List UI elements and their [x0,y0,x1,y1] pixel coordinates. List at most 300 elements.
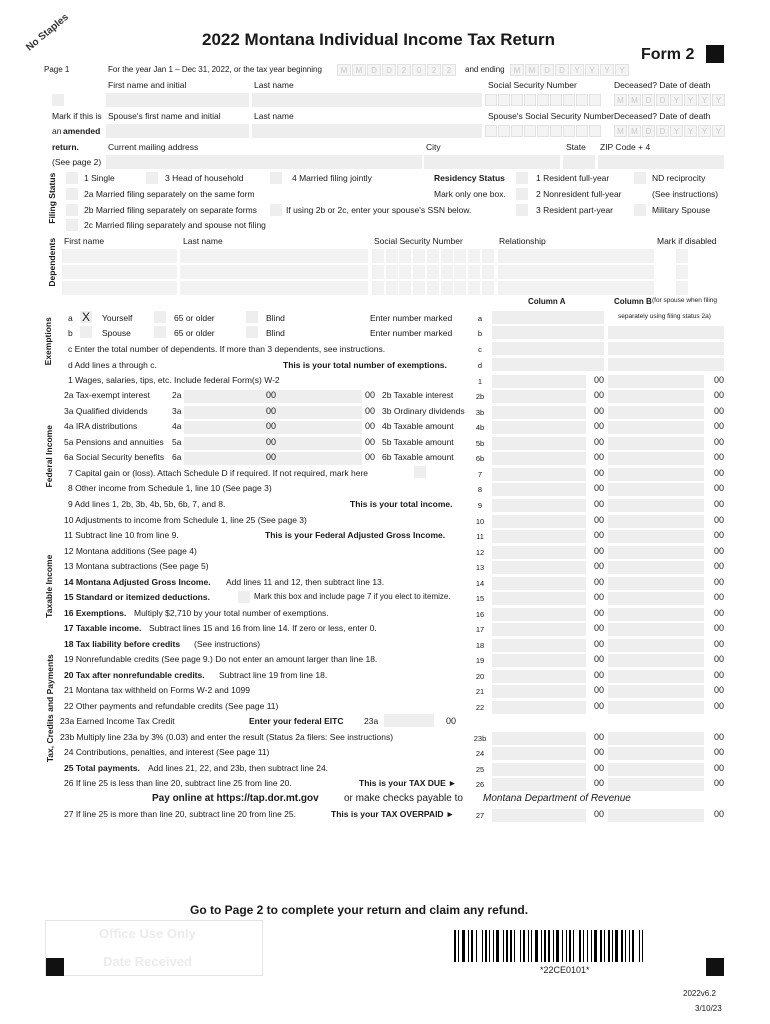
dependents-section-label: Dependents [46,237,57,287]
exemption-line-c: c [478,345,482,354]
line-number: 24 [475,749,485,758]
filing-status-section-label: Filing Status [46,172,57,224]
exemption-c-text: c Enter the total number of dependents. If more than 3 dependents, see instructions. [68,344,386,354]
begin-date-digit[interactable]: 2 [427,64,441,76]
spouse-deceased-digit[interactable]: M [628,125,641,137]
begin-date-digit[interactable]: D [382,64,396,76]
dep-ssn-digit[interactable] [413,265,425,279]
exempt-b-colB[interactable] [608,326,724,339]
column-a-amount[interactable] [492,499,586,512]
column-b-amount[interactable] [608,421,704,434]
deceased-digit[interactable]: Y [712,94,725,106]
barcode-bar [612,930,613,962]
deceased-digit[interactable]: D [642,94,655,106]
exempt-c-colB[interactable] [608,342,724,355]
line-number: 25 [475,765,485,774]
spouse-deceased-digit[interactable]: Y [698,125,711,137]
line-17-text: Subtract lines 15 and 16 from line 14. If zero or less, enter 0. [149,623,377,633]
begin-date-digit[interactable]: M [337,64,351,76]
dep-ssn-digit[interactable] [372,281,384,295]
line-26-text: 26 If line 25 is less than line 20, subtract line 25 from line 20. [64,778,292,788]
dep-relationship-input[interactable] [498,281,654,295]
column-b-amount[interactable] [608,452,704,465]
column-a-amount[interactable] [492,763,586,776]
column-b-amount[interactable] [608,623,704,636]
line-7-text: 7 Capital gain or (loss). Attach Schedule D if required. If not required, mark here [68,468,369,478]
column-a-header: Column A [528,297,566,306]
column-b-amount[interactable] [608,670,704,683]
federal-income-section-label: Federal Income [43,425,54,488]
barcode-bar [493,930,494,962]
military-spouse-label: Military Spouse [652,205,711,215]
column-b-cents: 00 [713,437,724,447]
dep-ssn-digit[interactable] [441,265,453,279]
barcode-bar [591,930,592,962]
column-a-amount[interactable] [492,530,586,543]
column-a-amount[interactable] [492,685,586,698]
dep-ssn-digit[interactable] [386,249,398,263]
column-b-amount[interactable] [608,390,704,403]
part-year-label: 3 Resident part-year [536,205,614,215]
dep-first-input[interactable] [62,265,177,279]
dep-ssn-digit[interactable] [441,249,453,263]
ssn-note-box[interactable] [270,204,282,216]
barcode-bar [476,930,477,962]
barcode-bar [579,930,581,962]
column-a-amount[interactable] [492,375,586,388]
last-name-input[interactable] [252,93,482,107]
column-b-amount[interactable] [608,483,704,496]
column-a-amount[interactable] [492,623,586,636]
dep-ssn-digit[interactable] [427,249,439,263]
barcode-text: *22CE0101* [540,965,590,975]
spouse-ssn-digit[interactable] [537,125,549,137]
barcode-bar [485,930,487,962]
dep-disabled-checkbox[interactable] [676,249,688,263]
nontaxable-a-cents: 00 [266,390,277,400]
spouse-ssn-digit[interactable] [589,125,601,137]
deceased-digit[interactable]: M [628,94,641,106]
barcode-bar [489,930,490,962]
column-a-amount[interactable] [492,406,586,419]
end-date-digit[interactable]: M [510,64,524,76]
column-b-amount[interactable] [608,577,704,590]
line-number: 7 [477,470,483,479]
line-7-checkbox[interactable] [414,466,426,478]
corner-mark-bottom-right [706,958,724,976]
spouse-deceased-digit[interactable]: M [614,125,627,137]
column-a-amount[interactable] [492,747,586,760]
spouse-ssn-digit[interactable] [563,125,575,137]
line-11-bold: This is your Federal Adjusted Gross Income. [265,530,446,540]
yourself-blind-checkbox[interactable] [246,311,258,323]
column-a-amount[interactable] [492,654,586,667]
barcode-bar [629,930,630,962]
nd-reciprocity-checkbox[interactable] [634,172,646,184]
line-2b-text: 2b Taxable interest [382,390,454,400]
dep-ssn-digit[interactable] [427,265,439,279]
column-a-cents: 00 [593,685,604,695]
line-9-bold: This is your total income. [350,499,453,509]
nontaxable-a-cents: 00 [266,437,277,447]
barcode-bar [454,930,456,962]
spouse-deceased-digit[interactable]: Y [684,125,697,137]
barcode-bar [541,930,542,962]
spouse-last-input[interactable] [252,124,482,138]
zip-input[interactable] [598,155,724,169]
dep-ssn-digit[interactable] [399,265,411,279]
column-b-amount[interactable] [608,530,704,543]
ssn-label: Social Security Number [488,80,577,90]
mfs-separate-checkbox[interactable] [66,204,78,216]
mfs-same-checkbox[interactable] [66,188,78,200]
spouse-blind-label: Blind [266,328,285,338]
resident-full-year-checkbox[interactable] [516,172,528,184]
dep-first-input[interactable] [62,249,177,263]
dep-ssn-digit[interactable] [427,281,439,295]
line-18-bold: 18 Tax liability before credits [64,639,181,649]
column-b-note-2: separately using filing status 2a) [618,313,711,320]
line-3a-text: 3a Qualified dividends [64,406,148,416]
exempt-c-colA[interactable] [492,342,604,355]
dep-ssn-digit[interactable] [454,265,466,279]
line-number: 2b [475,392,485,401]
column-b-cents: 00 [713,685,724,695]
deceased-digit[interactable]: D [656,94,669,106]
begin-date-digit[interactable]: 2 [397,64,411,76]
dep-ssn-digit[interactable] [441,281,453,295]
column-b-amount[interactable] [608,468,704,481]
corner-mark [706,45,724,63]
spouse-ssn-digit[interactable] [498,125,510,137]
barcode-bar [625,930,626,962]
begin-date-digit[interactable]: M [352,64,366,76]
line-number: 16 [475,610,485,619]
end-date-digit[interactable]: D [540,64,554,76]
single-checkbox[interactable] [66,172,78,184]
dep-ssn-digit[interactable] [372,249,384,263]
column-b-cents: 00 [713,747,724,757]
nontaxable-b-cents: 00 [365,390,376,400]
barcode-bar [462,930,465,962]
column-a-cents: 00 [593,809,604,819]
line-5a-text: 5a Pensions and annuities [64,437,164,447]
line-14-text: Add lines 11 and 12, then subtract line 13. [226,577,385,587]
deceased-digit[interactable]: Y [698,94,711,106]
line-number: 5b [475,439,485,448]
column-b-amount[interactable] [608,747,704,760]
ssn-digit[interactable] [589,94,601,106]
dep-first-label: First name [64,236,105,246]
dep-last-input[interactable] [180,265,368,279]
dep-ssn-digit[interactable] [482,281,494,295]
dep-disabled-checkbox[interactable] [676,281,688,295]
spouse-checkbox[interactable] [80,326,92,338]
dep-ssn-digit[interactable] [454,281,466,295]
column-a-amount[interactable] [492,577,586,590]
line-16-bold: 16 Exemptions. [64,608,127,618]
column-b-amount[interactable] [608,778,704,791]
dep-ssn-digit[interactable] [399,281,411,295]
line-number: 14 [475,579,485,588]
dep-ssn-digit[interactable] [482,249,494,263]
dep-disabled-checkbox[interactable] [676,265,688,279]
column-a-amount[interactable] [492,670,586,683]
barcode-bar [583,930,584,962]
dep-ssn-digit[interactable] [413,281,425,295]
column-a-cents: 00 [593,437,604,447]
ssn-digit[interactable] [485,94,497,106]
column-a-amount[interactable] [492,561,586,574]
ssn-digit[interactable] [524,94,536,106]
line-number: 15 [475,594,485,603]
nontaxable-b-cents: 00 [365,452,376,462]
spouse-deceased-digit[interactable]: Y [712,125,725,137]
nontaxable-b-cents: 00 [365,437,376,447]
address-label: Current mailing address [108,142,199,152]
line-15-bold: 15 Standard or itemized deductions. [64,592,210,602]
dep-ssn-digit[interactable] [413,249,425,263]
ssn-digit[interactable] [537,94,549,106]
column-a-amount[interactable] [492,437,586,450]
barcode-bar [548,930,550,962]
end-date-digit[interactable]: M [525,64,539,76]
line-number: 20 [475,672,485,681]
barcode-bar [615,930,618,962]
column-b-cents: 00 [713,577,724,587]
exempt-b-colA[interactable] [492,326,604,339]
spouse-65-label: 65 or older [174,328,215,338]
exempt-d-colA[interactable] [492,358,604,371]
barcode-bar [471,930,473,962]
line-16-text: Multiply $2,710 by your total number of exemptions. [134,608,329,618]
column-b-header: Column B [614,297,652,306]
spouse-ssn-digit[interactable] [576,125,588,137]
state-input[interactable] [563,155,595,169]
end-date-digit[interactable]: Y [585,64,599,76]
column-b-amount[interactable] [608,639,704,652]
column-b-cents: 00 [713,701,724,711]
column-b-amount[interactable] [608,654,704,667]
column-a-amount[interactable] [492,592,586,605]
column-a-amount[interactable] [492,608,586,621]
end-date-digit[interactable]: Y [570,64,584,76]
line-27-text: 27 If line 25 is more than line 20, subtract line 20 from line 25. [64,809,296,819]
dep-ssn-digit[interactable] [454,249,466,263]
amended-text-4: return. [52,142,79,152]
line-number: 8 [477,485,483,494]
address-input[interactable] [106,155,422,169]
barcode-bar [496,930,499,962]
line-23b-text: 23b Multiply line 23a by 3% (0.03) and enter the result (Status 2a filers: See instructions) [60,732,394,742]
goto-page-2: Go to Page 2 to complete your return and claim any refund. [190,903,529,917]
spouse-65-checkbox[interactable] [154,326,166,338]
column-a-amount[interactable] [492,515,586,528]
column-a-amount[interactable] [492,546,586,559]
column-a-amount[interactable] [492,701,586,714]
dep-ssn-digit[interactable] [399,249,411,263]
part-year-checkbox[interactable] [516,204,528,216]
end-date-digit[interactable]: D [555,64,569,76]
hoh-checkbox[interactable] [146,172,158,184]
column-a-cents: 00 [593,623,604,633]
eitc-input[interactable] [384,714,434,727]
column-a-cents: 00 [593,515,604,525]
spouse-ssn-digit[interactable] [524,125,536,137]
ssn-digit[interactable] [576,94,588,106]
yourself-65-checkbox[interactable] [154,311,166,323]
column-a-cents: 00 [593,654,604,664]
line-18-text: (See instructions) [194,639,261,649]
column-b-amount[interactable] [608,375,704,388]
dep-relationship-input[interactable] [498,249,654,263]
line-12-text: 12 Montana additions (See page 4) [64,546,197,556]
barcode-bar [566,930,567,962]
column-a-amount[interactable] [492,452,586,465]
ssn-digit[interactable] [550,94,562,106]
spouse-first-input[interactable] [106,124,249,138]
barcode-bar [523,930,525,962]
exemption-b-letter: b [68,328,73,338]
dep-last-input[interactable] [180,281,368,295]
exempt-a-colA[interactable] [492,311,604,324]
column-b-amount[interactable] [608,732,704,745]
deceased-digit[interactable]: Y [684,94,697,106]
column-a-amount[interactable] [492,639,586,652]
column-a-cents: 00 [593,778,604,788]
dep-last-input[interactable] [180,249,368,263]
exempt-d-colB[interactable] [608,358,724,371]
line-number: 11 [476,532,484,541]
column-a-amount[interactable] [492,421,586,434]
dep-ssn-digit[interactable] [468,281,480,295]
column-b-amount[interactable] [608,685,704,698]
end-date-digit[interactable]: Y [615,64,629,76]
barcode-bar [604,930,605,962]
deceased-digit[interactable]: M [614,94,627,106]
column-a-cents: 00 [593,499,604,509]
amended-checkbox[interactable] [52,94,64,106]
dep-ssn-digit[interactable] [372,265,384,279]
itemize-checkbox[interactable] [238,591,250,603]
barcode-bar [528,930,529,962]
column-b-amount[interactable] [608,437,704,450]
deceased-digit[interactable]: Y [670,94,683,106]
spouse-ssn-digit[interactable] [550,125,562,137]
nonresident-label: 2 Nonresident full-year [536,189,622,199]
column-a-cents: 00 [593,577,604,587]
spouse-deceased-digit[interactable]: D [642,125,655,137]
begin-date-digit[interactable]: 0 [412,64,426,76]
first-name-input[interactable] [106,93,249,107]
line-2a-text: 2a Tax-exempt interest [64,390,150,400]
column-a-cents: 00 [593,608,604,618]
state-label: State [566,142,586,152]
spouse-deceased-digit[interactable]: D [656,125,669,137]
begin-date-digit[interactable]: 2 [442,64,456,76]
nonresident-checkbox[interactable] [516,188,528,200]
column-b-amount[interactable] [608,515,704,528]
column-a-amount[interactable] [492,468,586,481]
column-a-amount[interactable] [492,390,586,403]
dep-ssn-digit[interactable] [386,281,398,295]
column-a-amount[interactable] [492,483,586,496]
mfs-spouse-not-filing-checkbox[interactable] [66,219,78,231]
dep-first-input[interactable] [62,281,177,295]
line-23a-text: 23a Earned Income Tax Credit [60,716,175,726]
column-a-amount[interactable] [492,778,586,791]
column-b-amount[interactable] [608,561,704,574]
line-27-bold: This is your TAX OVERPAID ► [331,809,455,819]
barcode-bar [531,930,532,962]
end-date-digit[interactable]: Y [600,64,614,76]
column-a-amount[interactable] [492,809,586,822]
dep-ssn-digit[interactable] [386,265,398,279]
line-20-text: Subtract line 19 from line 18. [219,670,328,680]
spouse-ssn-digit[interactable] [511,125,523,137]
spouse-deceased-digit[interactable]: Y [670,125,683,137]
exemption-d-text: d Add lines a through c. [68,360,157,370]
enter-marked-a: Enter number marked [370,313,453,323]
dep-ssn-digit[interactable] [468,249,480,263]
yourself-x-mark: X [82,310,91,324]
city-input[interactable] [424,155,560,169]
column-b-amount[interactable] [608,499,704,512]
column-b-amount[interactable] [608,406,704,419]
barcode-bar [544,930,546,962]
line-5a-tag: 5a [172,437,182,447]
residency-title: Residency Status [434,173,505,183]
barcode-bar [639,930,640,962]
spouse-ssn-digit[interactable] [485,125,497,137]
column-b-amount[interactable] [608,592,704,605]
line-number: 26 [475,780,485,789]
column-a-amount[interactable] [492,732,586,745]
nontaxable-a-cents: 00 [266,452,277,462]
mfj-checkbox[interactable] [270,172,282,184]
spouse-ssn-note: If using 2b or 2c, enter your spouse's SSN below. [286,205,472,215]
column-b-amount[interactable] [608,701,704,714]
ssn-digit[interactable] [563,94,575,106]
column-b-cents: 00 [713,515,724,525]
column-b-amount[interactable] [608,763,704,776]
mfj-label: 4 Married filing jointly [292,173,372,183]
line-25-text: Add lines 21, 22, and 23b, then subtract line 24. [148,763,329,773]
column-b-amount[interactable] [608,608,704,621]
ssn-digit[interactable] [511,94,523,106]
column-a-cents: 00 [593,763,604,773]
spouse-blind-checkbox[interactable] [246,326,258,338]
column-b-amount[interactable] [608,546,704,559]
dep-relationship-input[interactable] [498,265,654,279]
zip-label: ZIP Code + 4 [600,142,651,152]
exemption-d-bold: This is your total number of exemptions. [283,360,447,370]
corner-mark-bottom-left [46,958,64,976]
military-spouse-checkbox[interactable] [634,204,646,216]
line-26-bold: This is your TAX DUE ► [359,778,457,788]
begin-date-digit[interactable]: D [367,64,381,76]
dep-ssn-digit[interactable] [468,265,480,279]
barcode-bar [553,930,554,962]
ssn-digit[interactable] [498,94,510,106]
line-4b-text: 4b Taxable amount [382,421,454,431]
column-b-amount[interactable] [608,809,704,822]
column-b-cents: 00 [713,778,724,788]
dep-ssn-digit[interactable] [482,265,494,279]
barcode-bar [535,930,538,962]
column-b-cents: 00 [713,390,724,400]
line-number: 1 [477,377,483,386]
